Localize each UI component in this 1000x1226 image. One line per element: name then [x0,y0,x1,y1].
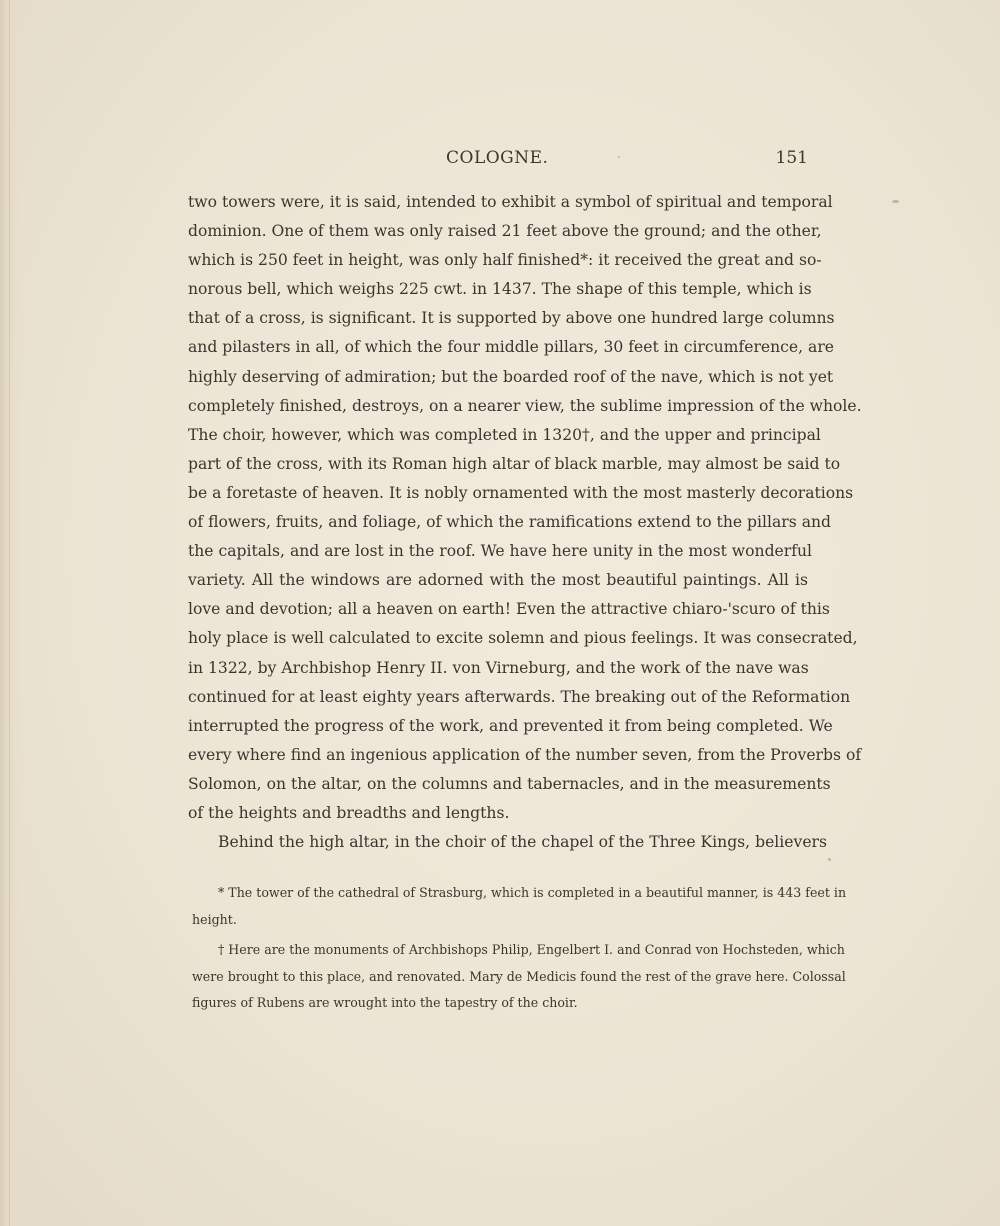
footnote-1-line-2: height. [192,911,237,927]
body-line-20: every where find an ingenious application of the number seven, from the Proverbs of [188,745,862,764]
page-edge-line [9,0,10,1226]
body-line-6: and pilasters in all, of which the four middle pillars, 30 feet in circumference, are [188,338,835,357]
footnote-2-line-2: were brought to this place, and renovated. Mary de Medicis found the rest of the grave here. Colossal [192,968,846,984]
running-head [188,148,808,172]
body-line-23: Behind the high altar, in the choir of the chapel of the Three Kings, believers [218,833,828,852]
body-line-15: love and devotion; all a heaven on earth! Even the attractive chiaro-'scuro of this [188,600,830,619]
body-line-17: in 1322, by Archbishop Henry II. von Virneburg, and the work of the nave was [188,658,809,677]
footnote-1-line-1: * The tower of the cathedral of Strasburg, which is completed in a beautiful manner, is 443 feet in [218,885,847,900]
body-line-16: holy place is well calculated to excite solemn and pious feelings. It was consecrated, [188,629,858,648]
footnote-2-line-1: † Here are the monuments of Archbishops Philip, Engelbert I. and Conrad von Hochsteden, which [218,942,845,957]
body-line-7: highly deserving of admiration; but the boarded roof of the nave, which is not yet [188,367,834,386]
body-line-3: which is 250 feet in height, was only half finished*: it received the great and so- [188,251,822,270]
body-line-10: part of the cross, with its Roman high altar of black marble, may almost be said to [188,454,841,473]
body-line-5: that of a cross, is significant. It is supported by above one hundred large columns [188,309,835,328]
footnote-2-line-3: figures of Rubens are wrought into the tapestry of the choir. [192,995,578,1010]
body-line-12: of flowers, fruits, and foliage, of which the ramifications extend to the pillars and [188,513,832,532]
body-line-11: be a foretaste of heaven. It is nobly ornamented with the most masterly decorations [188,483,854,502]
body-line-18: continued for at least eighty years afterwards. The breaking out of the Reformation [188,687,851,706]
body-line-22: of the heights and breadths and lengths. [188,803,510,822]
footnotes [192,880,847,1017]
body-line-9: The choir, however, which was completed in 1320†, and the upper and principal [188,425,821,444]
body-line-21: Solomon, on the altar, on the columns and tabernacles, and in the measurements [188,774,831,793]
body-line-1: two towers were, it is said, intended to exhibit a symbol of spiritual and temporal [188,193,833,211]
paper-speck [618,156,620,158]
page-binding-edge [0,0,22,1226]
paper-speck [828,858,831,861]
page-number: 151 [775,148,808,168]
running-head-title: COLOGNE. [446,148,549,168]
body-line-13: the capitals, and are lost in the roof. We have here unity in the most wonderful [188,542,813,561]
body-text [188,188,862,857]
body-line-4: norous bell, which weighs 225 cwt. in 1437. The shape of this temple, which is [188,280,812,299]
body-line-8: completely finished, destroys, on a nearer view, the sublime impression of the whole. [188,396,862,415]
body-line-2: dominion. One of them was only raised 21 feet above the ground; and the other, [188,222,822,241]
paper-speck [892,200,899,203]
body-line-14: variety. All the windows are adorned with the most beautiful paintings. All is [188,571,808,590]
body-line-19: interrupted the progress of the work, and prevented it from being completed. We [188,716,833,735]
